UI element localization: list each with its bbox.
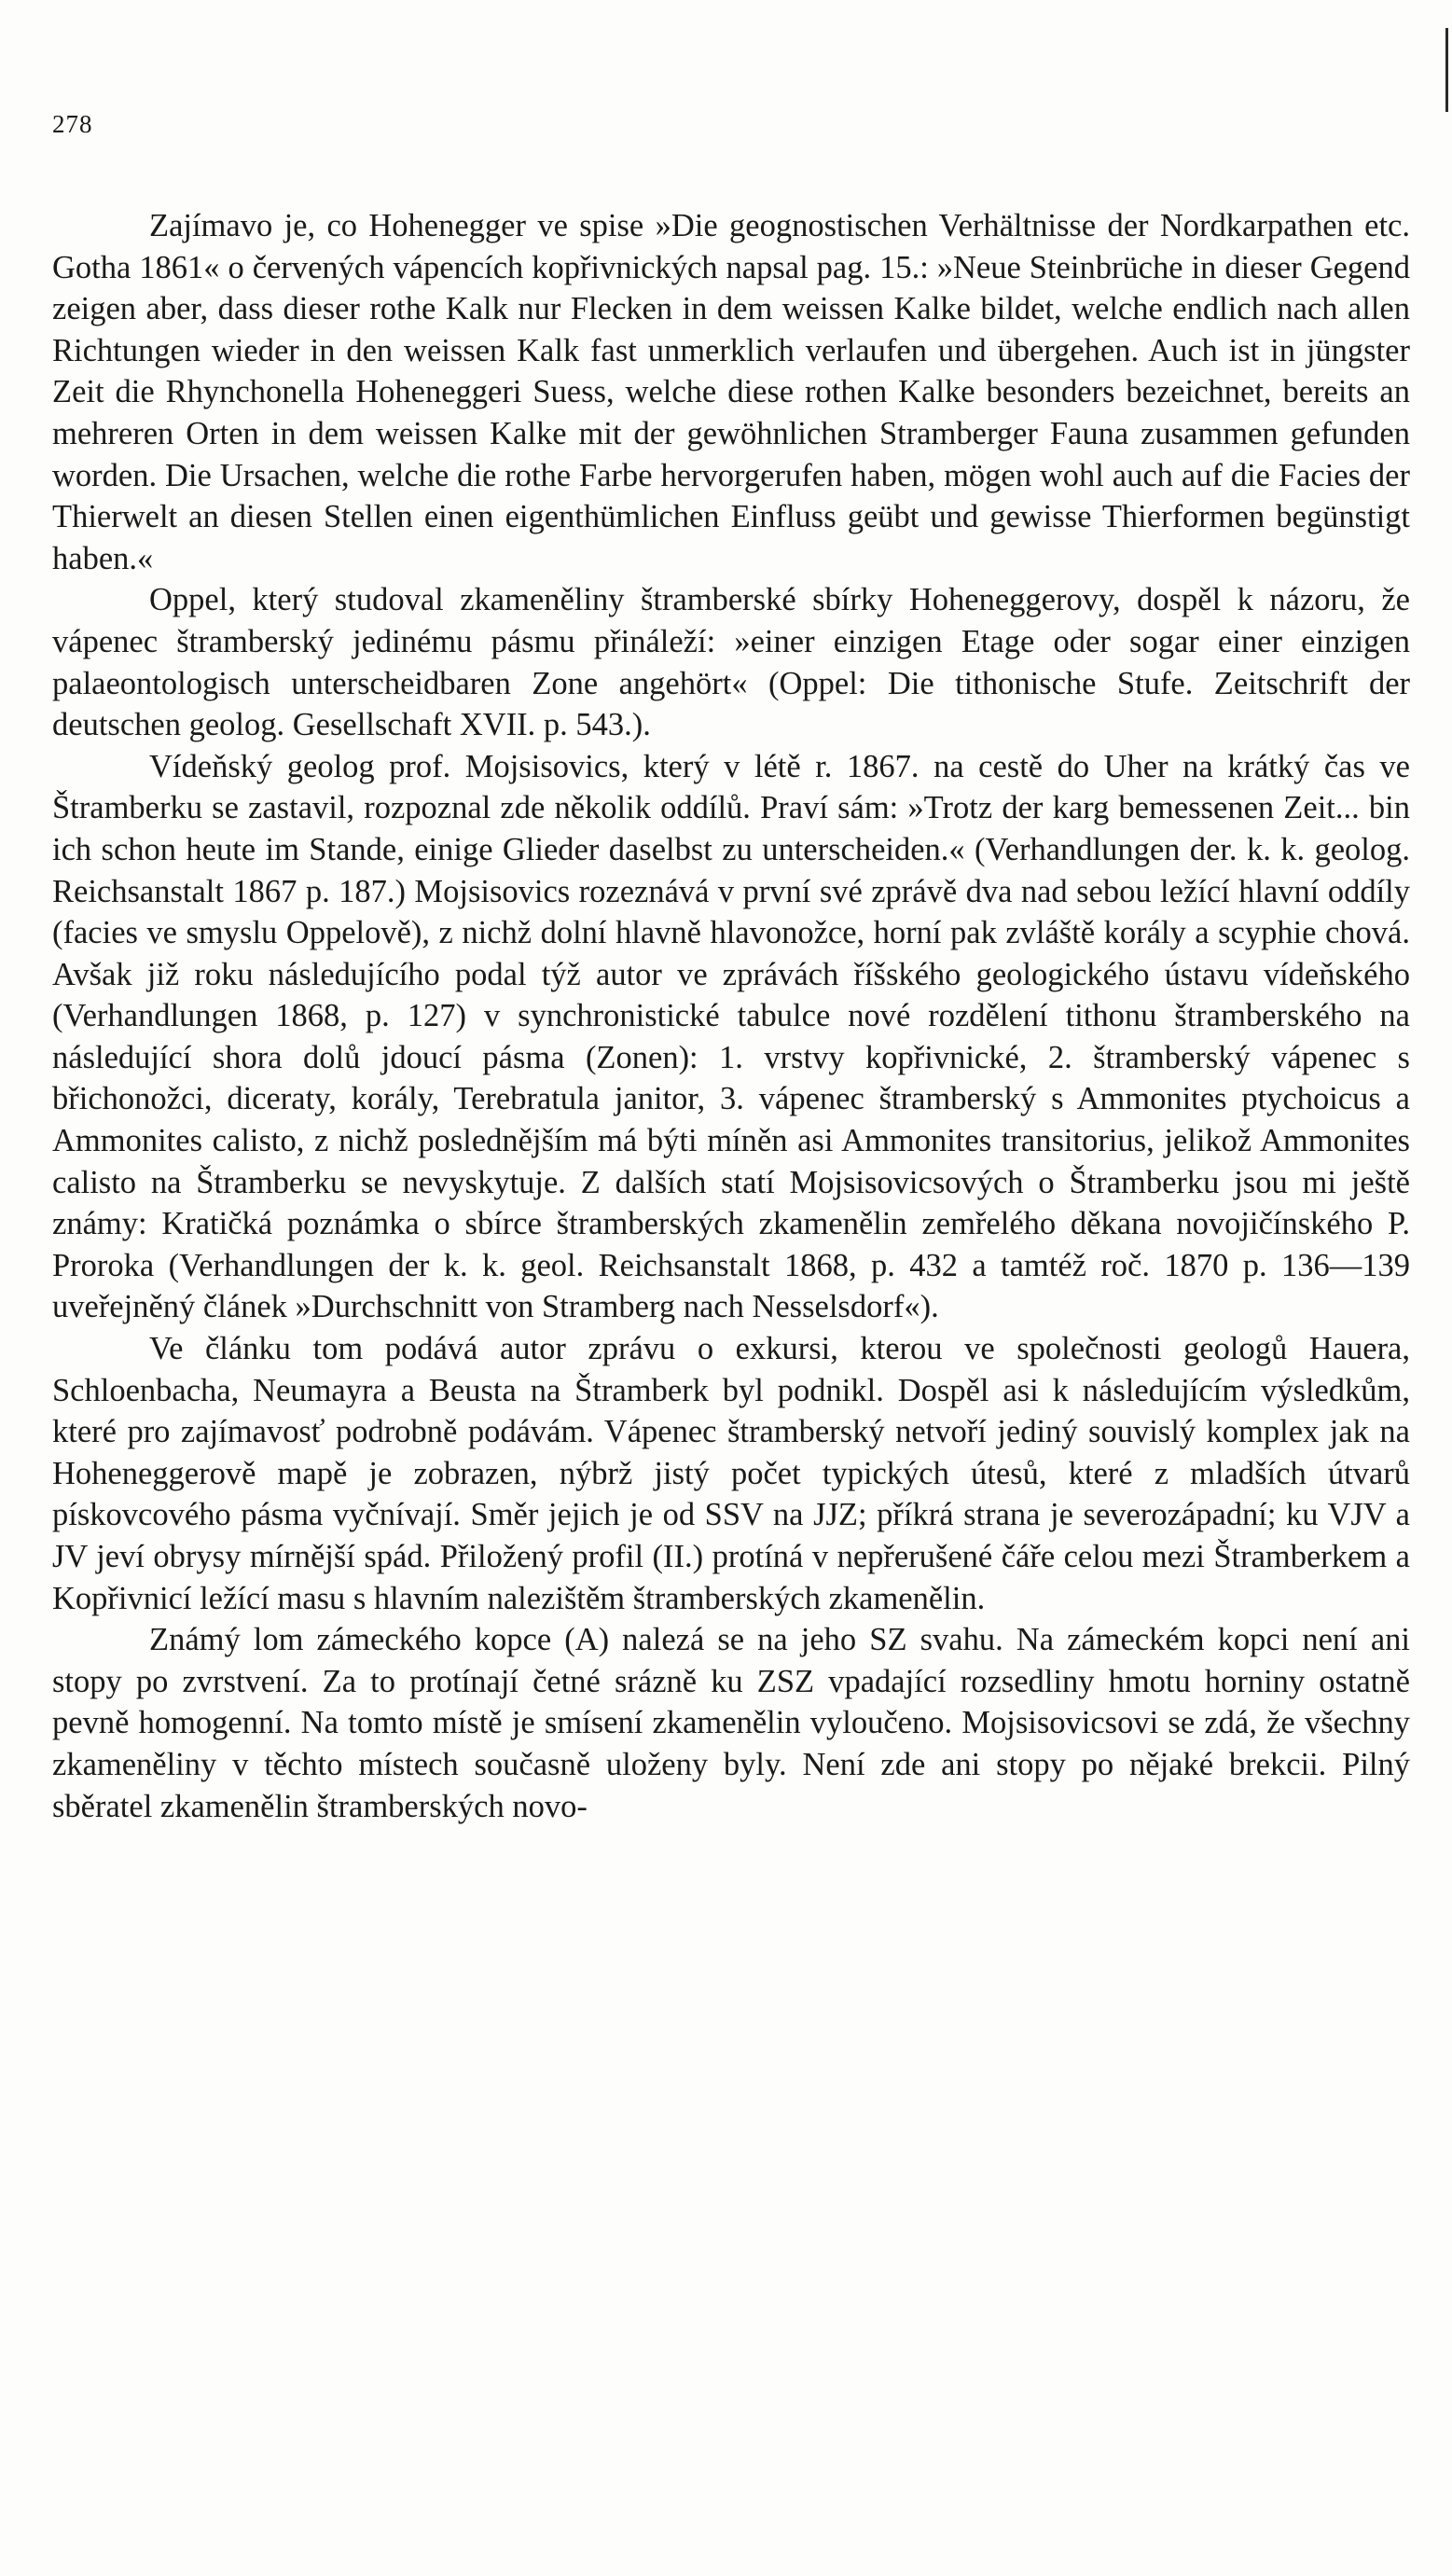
paragraph-oppel: Oppel, který studoval zkameněliny štramberské sbírky Hoheneggerovy, dospěl k názoru, že vápenec štramberský jedinému pásmu přináleží: »einer einzigen Etage oder sogar einer einzigen palaeontologisch unterscheidbaren Zone angehört« (Oppel: Die tithonische Stufe. Zeitschrift der deutschen geolog. Gesellschaft XVII. p. 543.).: [52, 582, 1410, 743]
scan-edge-mark: [1445, 28, 1448, 112]
paragraph-mojsisovics: Vídeňský geolog prof. Mojsisovics, který v létě r. 1867. na cestě do Uher na krátký čas ve Štramberku se zastavil, rozpoznal zde několik oddílů. Praví sám: »Trotz der karg bemessenen Zeit... bin ich schon heute im Stande, einige Glieder daselbst zu unterscheiden.« (Verhandlungen der. k. k. geolog. Reichsanstalt 1867 p. 187.) Mojsisovics rozeznává v první své zprávě dva nad sebou ležící hlavní oddíly (facies ve smyslu Oppelově), z nichž dolní hlavně hlavonožce, horní pak zvláště korály a scyphie chová. Avšak již roku následujícího podal týž autor ve zprávách říšského geologického ústavu vídeňského (Verhandlungen 1868, p. 127) v synchronistické tabulce nové rozdělení tithonu štramberského na následující shora dolů jdoucí pásma (Zonen): 1. vrstvy kopřivnické, 2. štramberský vápenec s břichonožci, diceraty, korály, Terebratula janitor, 3. vápenec štramberský s Ammonites ptychoicus a Ammonites calisto, z nichž poslednějším má býti míněn asi Ammonites transitorius, jelikož Ammonites calisto na Štramberku se nevyskytuje. Z dalších statí Mojsisovicsových o Štramberku jsou mi ještě známy: Kratičká poznámka o sbírce štramberských zkamenělin zemřelého děkana novojičínského P. Proroka (Verhandlungen der k. k. geol. Reichsanstalt 1868, p. 432 a tamtéž roč. 1870 p. 136—139 uveřejněný článek »Durchschnitt von Stramberg nach Nesselsdorf«).: [52, 748, 1410, 1325]
body-text: [52, 205, 1410, 1827]
page-number: 278: [52, 110, 93, 138]
paragraph-exkurse: Ve článku tom podává autor zprávu o exkursi, kterou ve společnosti geologů Hauera, Schloenbacha, Neumayra a Beusta na Štramberk byl podnikl. Dospěl asi k následujícím výsledkům, které pro zajímavosť podrobně podávám. Vápenec štramberský netvoří jediný souvislý komplex jak na Hoheneggerově mapě je zobrazen, nýbrž jistý počet typických útesů, které z mladších útvarů pískovcového pásma vyčnívají. Směr jejich je od SSV na JJZ; příkrá strana je severozápadní; ku VJV a JV jeví obrysy mírnější spád. Přiložený profil (II.) protíná v nepřerušené čáře celou mezi Štramberkem a Kopřivnicí ležící masu s hlavním nalezištěm štramberských zkamenělin.: [52, 1331, 1410, 1616]
paragraph-hohenegger: Zajímavo je, co Hohenegger ve spise »Die geognostischen Verhältnisse der Nordkarpathen etc. Gotha 1861« o červených vápencích kopřivnických napsal pag. 15.: »Neue Steinbrüche in dieser Gegend zeigen aber, dass dieser rothe Kalk nur Flecken in dem weissen Kalke bildet, welche endlich nach allen Richtungen wieder in den weissen Kalk fast unmerklich verlaufen und übergehen. Auch ist in jüngster Zeit die Rhynchonella Hoheneggeri Suess, welche diese rothen Kalke besonders bezeichnet, bereits an mehreren Orten in dem weissen Kalke mit der gewöhnlichen Stramberger Fauna zusammen gefunden worden. Die Ursachen, welche die rothe Farbe hervorgerufen haben, mögen wohl auch auf die Facies der Thierwelt an diesen Stellen einen eigenthümlichen Einfluss geübt und gewisse Thierformen begünstigt haben.«: [52, 208, 1410, 576]
paragraph-zamecky-kopec: Známý lom zámeckého kopce (A) nalezá se na jeho SZ svahu. Na zámeckém kopci není ani stopy po zvrstvení. Za to protínají četné srázně ku ZSZ vpadající rozsedliny hmotu horniny ostatně pevně homogenní. Na tomto místě je smísení zkamenělin vyloučeno. Mojsisovicsovi se zdá, že všechny zkameněliny v těchto místech současně uloženy byly. Není zde ani stopy po nějaké brekcii. Pilný sběratel zkamenělin štramberských novo-: [52, 1622, 1410, 1824]
